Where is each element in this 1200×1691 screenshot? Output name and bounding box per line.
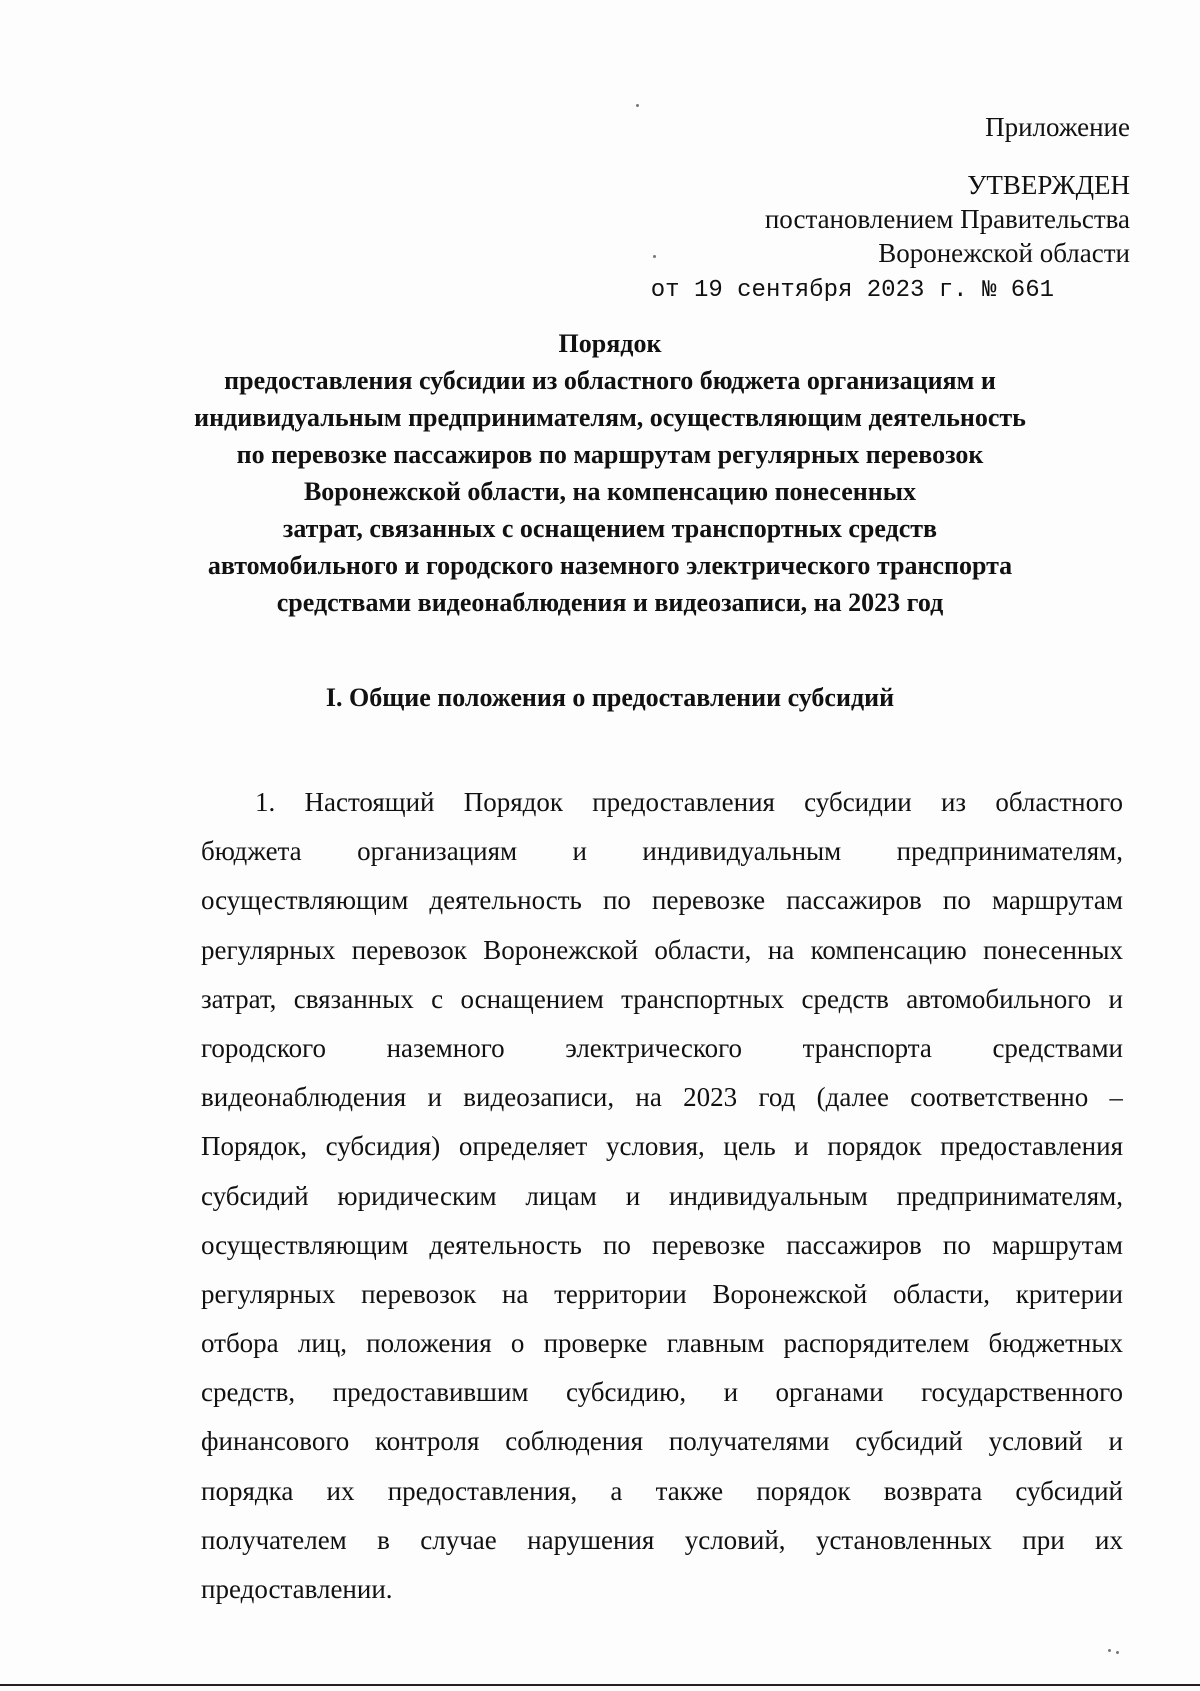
approved-label: УТВЕРЖДЕН bbox=[967, 170, 1130, 200]
paragraph-line: видеонаблюдения и видеозаписи, на 2023 год (далее соответственно – bbox=[201, 1082, 1123, 1113]
paragraph-line: порядка их предоставления, а также порядок возврата субсидий bbox=[201, 1475, 1123, 1506]
appendix-label: Приложение bbox=[985, 112, 1130, 142]
paragraph-line: финансового контроля соблюдения получателями субсидий условий и bbox=[201, 1426, 1123, 1457]
paragraph-line: регулярных перевозок на территории Воронежской области, критерии bbox=[201, 1278, 1123, 1309]
scan-speck bbox=[1108, 1649, 1111, 1652]
decree-line-2: Воронежской области bbox=[878, 238, 1130, 268]
decree-line-1: постановлением Правительства bbox=[764, 204, 1130, 234]
title-word: Порядок bbox=[558, 329, 662, 358]
paragraph-line: затрат, связанных с оснащением транспортных средств автомобильного и bbox=[201, 983, 1123, 1014]
paragraph-line: осуществляющим деятельность по перевозке пассажиров по маршрутам bbox=[201, 1229, 1123, 1260]
page-bottom-edge bbox=[0, 1684, 1200, 1686]
paragraph-line: предоставлении. bbox=[201, 1574, 393, 1604]
paragraph-line: бюджета организациям и индивидуальным предпринимателям, bbox=[201, 836, 1123, 867]
paragraph-line: осуществляющим деятельность по перевозке пассажиров по маршрутам bbox=[201, 885, 1123, 916]
scan-speck bbox=[636, 104, 639, 107]
scan-speck bbox=[1116, 1651, 1119, 1654]
paragraph-line: отбора лиц, положения о проверке главным распорядителем бюджетных bbox=[201, 1328, 1123, 1359]
document-header bbox=[530, 110, 1130, 312]
title-line: Воронежской области, на компенсацию понесенных bbox=[303, 477, 917, 506]
paragraph-line: регулярных перевозок Воронежской области, на компенсацию понесенных bbox=[201, 934, 1123, 965]
decree-date-number: от 19 сентября 2023 г. № 661 bbox=[650, 277, 1054, 304]
title-line: предоставления субсидии из областного бюджета организациям и bbox=[224, 366, 996, 395]
title-line: автомобильного и городского наземного электрического транспорта bbox=[207, 551, 1013, 580]
paragraph-1 bbox=[201, 778, 1123, 1614]
title-line: индивидуальным предпринимателям, осуществляющим деятельность bbox=[194, 403, 1026, 432]
paragraph-line: Порядок, субсидия) определяет условия, цель и порядок предоставления bbox=[201, 1131, 1123, 1162]
paragraph-line: получателем в случае нарушения условий, установленных при их bbox=[201, 1524, 1123, 1555]
scan-speck bbox=[653, 255, 656, 258]
title-line: средствами видеонаблюдения и видеозаписи, на 2023 год bbox=[276, 588, 944, 617]
section-heading: I. Общие положения о предоставлении субсидий bbox=[325, 683, 895, 712]
document-title bbox=[150, 325, 1070, 621]
paragraph-line: 1. Настоящий Порядок предоставления субсидии из областного bbox=[255, 787, 1123, 817]
paragraph-line: средств, предоставившим субсидию, и органами государственного bbox=[201, 1377, 1123, 1408]
title-line: затрат, связанных с оснащением транспортных средств bbox=[282, 514, 938, 543]
paragraph-line: городского наземного электрического транспорта средствами bbox=[201, 1032, 1123, 1063]
paragraph-line: субсидий юридическим лицам и индивидуальным предпринимателям, bbox=[201, 1180, 1123, 1211]
title-line: по перевозке пассажиров по маршрутам регулярных перевозок bbox=[236, 440, 984, 469]
